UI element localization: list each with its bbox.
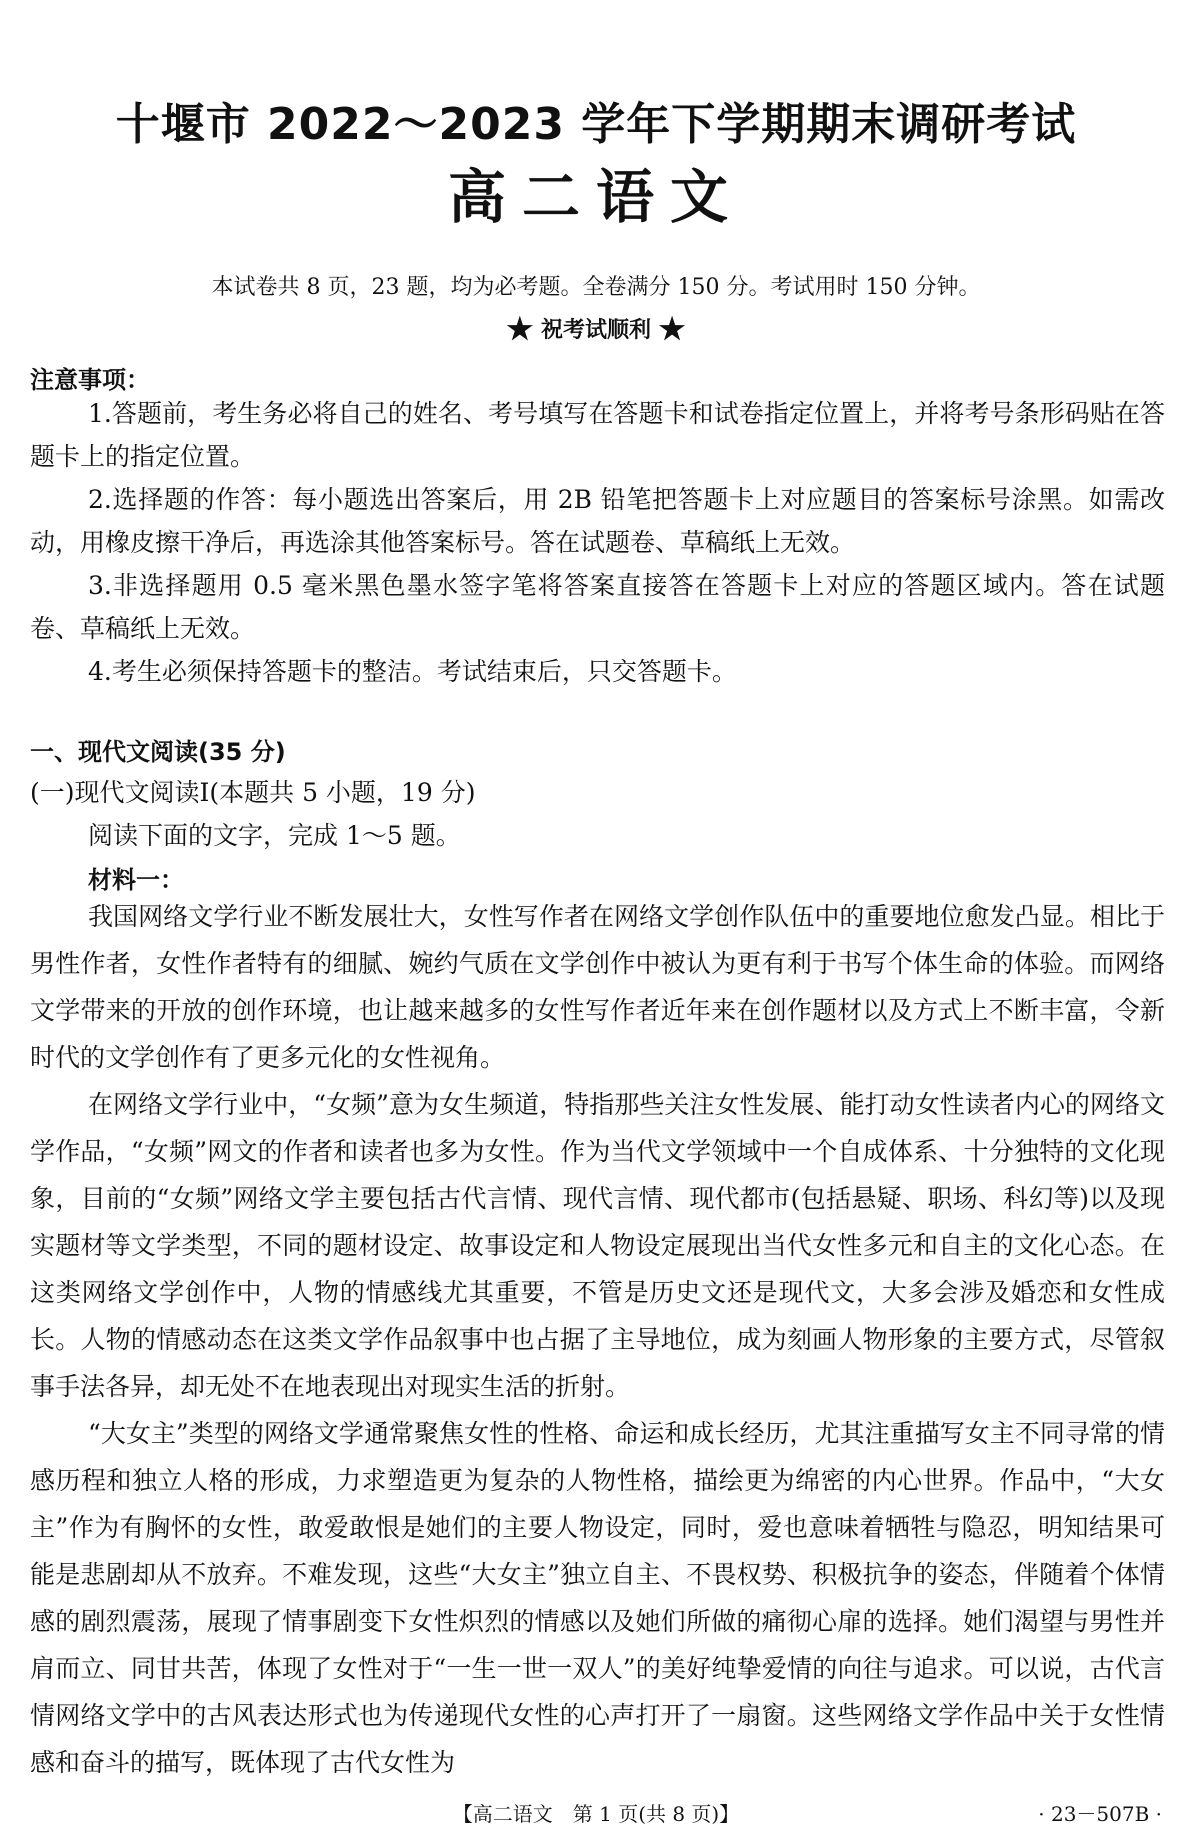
section-heading: 一、现代文阅读(35 分): [30, 738, 286, 766]
page-number-label: 【高二语文 第 1 页(共 8 页)】: [452, 1802, 740, 1826]
reading-instruction: 阅读下面的文字，完成 1～5 题。: [88, 821, 461, 850]
notice-heading: 注意事项：: [30, 366, 150, 394]
material-paragraph: “大女主”类型的网络文学通常聚焦女性的性格、命运和成长经历，尤其注重描写女主不同寻常的情感历程和独立人格的形成，力求塑造更为复杂的人物性格，描绘更为绵密的内心世界。作品中，“大女主”作为有胸怀的女性，敢爱敢恨是她们的主要人物设定，同时，爱也意味着牺牲与隐忍，明知结果可能是悲剧却从不放弃。不难发现，这些“大女主”独立自主、不畏权势、积极抗争的姿态，伴随着个体情感的剧烈震荡，展现了情事剧变下女性炽烈的情感以及她们所做的痛彻心扉的选择。她们渴望与男性并肩而立、同甘共苦，体现了女性对于“一生一世一双人”的美好纯挚爱情的向往与追求。可以说，古代言情网络文学中的古风表达形式也为传递现代女性的心声打开了一扇窗。这些网络文学作品中关于女性情感和奋斗的描写，既体现了古代女性为: [30, 1419, 1165, 1777]
notice-item: 3.非选择题用 0.5 毫米黑色墨水签字笔将答案直接答在答题卡上对应的答题区域内。答在试题卷、草稿纸上无效。: [30, 571, 1165, 643]
good-luck-banner: [0, 312, 1192, 347]
star-icon: ★: [506, 312, 534, 347]
section-subheading: (一)现代文阅读Ⅰ(本题共 5 小题，19 分): [30, 778, 476, 807]
paper-code: · 23－507B ·: [1038, 1802, 1162, 1826]
notice-item: 4.考生必须保持答题卡的整洁。考试结束后，只交答题卡。: [88, 657, 737, 686]
notice-item: 1.答题前，考生务必将自己的姓名、考号填写在答题卡和试卷指定位置上，并将考号条形码贴在答题卡上的指定位置。: [30, 399, 1165, 471]
star-icon: ★: [658, 312, 686, 347]
notice-item: 2.选择题的作答：每小题选出答案后，用 2B 铅笔把答题卡上对应题目的答案标号涂黑。如需改动，用橡皮擦干净后，再选涂其他答案标号。答在试题卷、草稿纸上无效。: [30, 485, 1165, 557]
material-paragraph: 在网络文学行业中，“女频”意为女生频道，特指那些关注女性发展、能打动女性读者内心的网络文学作品，“女频”网文的作者和读者也多为女性。作为当代文学领域中一个自成体系、十分独特的文化现象，目前的“女频”网络文学主要包括古代言情、现代言情、现代都市(包括悬疑、职场、科幻等)以及现实题材等文学类型，不同的题材设定、故事设定和人物设定展现出当代女性多元和自主的文化心态。在这类网络文学创作中，人物的情感线尤其重要，不管是历史文还是现代文，大多会涉及婚恋和女性成长。人物的情感动态在这类文学作品叙事中也占据了主导地位，成为刻画人物形象的主要方式，尽管叙事手法各异，却无处不在地表现出对现实生活的折射。: [30, 1090, 1165, 1401]
subject-title: 高二语文: [447, 163, 744, 231]
material-paragraph: 我国网络文学行业不断发展壮大，女性写作者在网络文学创作队伍中的重要地位愈发凸显。相比于男性作者，女性作者特有的细腻、婉约气质在文学创作中被认为更有利于书写个体生命的体验。而网络文学带来的开放的创作环境，也让越来越多的女性写作者近年来在创作题材以及方式上不断丰富，令新时代的文学创作有了更多元化的女性视角。: [30, 902, 1165, 1072]
good-luck-text: 祝考试顺利: [540, 317, 651, 343]
exam-title: 十堰市 2022～2023 学年下学期期末调研考试: [115, 99, 1077, 150]
exam-info-line: 本试卷共 8 页，23 题，均为必考题。全卷满分 150 分。考试用时 150 分钟。: [211, 275, 981, 300]
material-label: 材料一：: [88, 866, 184, 894]
